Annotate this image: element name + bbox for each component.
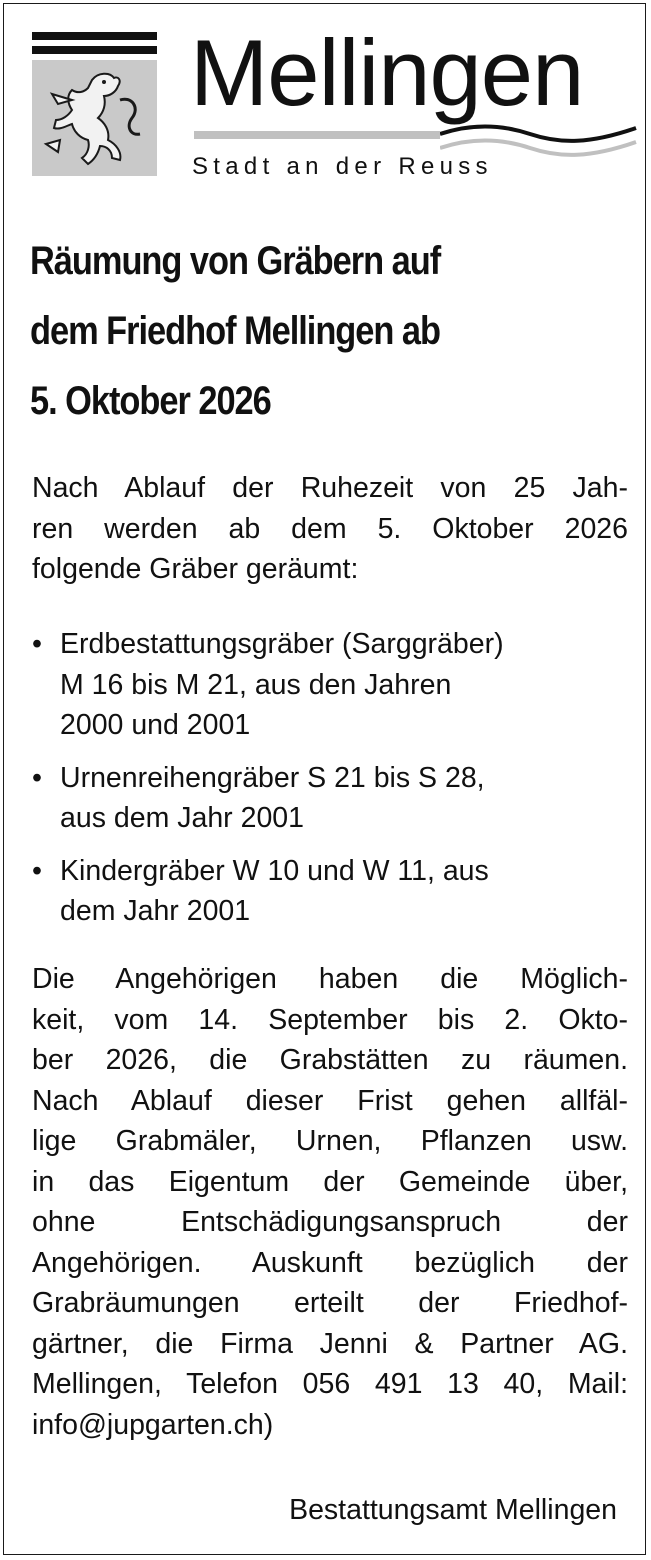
- paragraph-line: gärtner, die Firma Jenni & Partner AG.: [32, 1327, 628, 1360]
- paragraph-line: ber 2026, die Grabstätten zu räumen.: [32, 1044, 628, 1076]
- wordmark-underline: [194, 131, 440, 139]
- list-item: [32, 624, 628, 746]
- paragraph-line: Angehörigen. Auskunft bezüglich der: [32, 1246, 628, 1279]
- list-item-line: M 16 bis M 21, aus den Jahren: [60, 668, 452, 701]
- list-item-line: Urnenreihengräber S 21 bis S 28,: [60, 761, 485, 794]
- list-item: [32, 851, 628, 932]
- notice-frame: [3, 3, 646, 1555]
- list-item-line: dem Jahr 2001: [60, 895, 251, 927]
- closing-paragraph: [32, 959, 628, 1445]
- paragraph-line: Nach Ablauf dieser Frist gehen allfäl-: [32, 1084, 628, 1117]
- intro-paragraph: [32, 468, 628, 590]
- paragraph-line: Mellingen, Telefon 056 491 13 40, Mail:: [32, 1368, 628, 1400]
- paragraph-line: Grabräumungen erteilt der Friedhof-: [32, 1287, 628, 1319]
- paragraph-line: lige Grabmäler, Urnen, Pflanzen usw.: [32, 1125, 628, 1157]
- paragraph-line: ohne Entschädigungsanspruch der: [32, 1206, 628, 1238]
- list-item: [32, 758, 628, 839]
- paragraph-line: keit, vom 14. September bis 2. Okto-: [32, 1003, 628, 1036]
- town-tagline: Stadt an der Reuss: [192, 153, 493, 180]
- paragraph-line: folgende Gräber geräumt:: [32, 553, 359, 585]
- bullet-icon: •: [32, 854, 42, 887]
- title-line: dem Friedhof Mellingen ab: [30, 309, 440, 353]
- contact-email[interactable]: info@jupgarten.ch): [32, 1408, 274, 1441]
- lion-rampant-coat-of-arms-icon: [32, 60, 157, 176]
- list-item-line: 2000 und 2001: [60, 709, 251, 741]
- coat-top-bar: [32, 32, 157, 40]
- notice-title: [30, 226, 632, 436]
- town-wordmark: Mellingen: [190, 20, 584, 125]
- bullet-icon: •: [32, 761, 42, 794]
- signature: Bestattungsamt Mellingen: [289, 1494, 617, 1526]
- paragraph-line: Die Angehörigen haben die Möglich-: [32, 963, 628, 995]
- bullet-icon: •: [32, 628, 42, 660]
- grave-list: [32, 624, 628, 932]
- title-line: 5. Oktober 2026: [30, 379, 271, 423]
- paragraph-line: ren werden ab dem 5. Oktober 2026: [32, 512, 628, 545]
- coat-of-arms: [32, 32, 157, 176]
- paragraph-line: Nach Ablauf der Ruhezeit von 25 Jah-: [32, 472, 628, 504]
- coat-second-bar: [32, 46, 157, 54]
- list-item-line: Erdbestattungsgräber (Sarggräber): [60, 628, 504, 660]
- list-item-line: Kindergräber W 10 und W 11, aus: [60, 854, 489, 887]
- paragraph-line: in das Eigentum der Gemeinde über,: [32, 1165, 628, 1198]
- title-line: Räumung von Gräbern auf: [30, 239, 441, 283]
- list-item-line: aus dem Jahr 2001: [60, 802, 304, 834]
